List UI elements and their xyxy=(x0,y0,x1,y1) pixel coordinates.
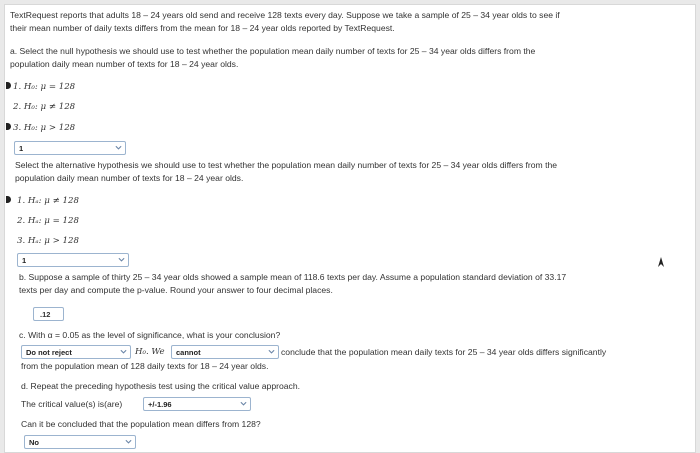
critical-value-select[interactable]: +/-1.96 xyxy=(143,397,251,411)
question-page xyxy=(4,4,696,453)
null-hypothesis-select[interactable]: 1 xyxy=(14,141,126,155)
conclude-select[interactable]: No xyxy=(24,435,136,449)
bullet-icon xyxy=(6,82,11,89)
conclude-question: Can it be concluded that the population mean differs from 128? xyxy=(21,419,261,429)
alt-question-line-1: Select the alternative hypothesis we should use to test whether the population mean daily number of texts for 25 – 34 year olds differs from the xyxy=(15,160,558,170)
intro-line-1: TextRequest reports that adults 18 – 24 years old send and receive 128 texts every day. Suppose we take a sample of 25 – 34 year olds to see if xyxy=(10,10,560,20)
part-d-question: d. Repeat the preceding hypothesis test using the critical value approach. xyxy=(21,381,300,391)
alt-option-1: 1. Hₐ: μ ≠ 128 xyxy=(17,194,79,207)
bullet-icon xyxy=(6,196,11,203)
part-a-question-line-1: a. Select the null hypothesis we should use to test whether the population mean daily number of texts for 25 – 34 year olds differs from the xyxy=(10,46,536,56)
bullet-icon xyxy=(6,123,11,130)
critical-value-label: The critical value(s) is(are) xyxy=(21,399,123,409)
chevron-down-icon xyxy=(115,145,122,151)
alt-option-3: 3. Hₐ: μ > 128 xyxy=(17,236,79,246)
p-value-input[interactable]: .12 xyxy=(33,307,64,321)
h0-we-text: H₀. We xyxy=(135,347,165,357)
conclusion-text-2: from the population mean of 128 daily texts for 18 – 24 year olds. xyxy=(21,361,269,371)
alt-option-2: 2. Hₐ: μ = 128 xyxy=(17,216,79,226)
chevron-down-icon xyxy=(118,257,125,263)
cannot-select[interactable]: cannot xyxy=(171,345,279,359)
intro-line-2: their mean number of daily texts differs from the mean for 18 – 24 year olds reported by TextRequest. xyxy=(10,23,395,33)
null-option-1: 1. H₀: μ = 128 xyxy=(13,80,75,93)
chevron-down-icon xyxy=(125,439,132,445)
alt-question-line-2: population daily mean number of texts for 18 – 24 year olds. xyxy=(15,173,244,183)
part-c-question: c. With α = 0.05 as the level of significance, what is your conclusion? xyxy=(19,330,281,340)
mouse-cursor-icon xyxy=(656,256,666,268)
conclusion-text-1: conclude that the population mean daily texts for 25 – 34 year olds differs significantly xyxy=(281,347,607,357)
chevron-down-icon xyxy=(120,349,127,355)
null-option-3: 3. H₀: μ > 128 xyxy=(13,121,75,134)
part-b-question-line-2: texts per day and compute the p-value. Round your answer to four decimal places. xyxy=(19,285,333,295)
null-option-2: 2. H₀: μ ≠ 128 xyxy=(13,102,76,112)
part-b-question-line-1: b. Suppose a sample of thirty 25 – 34 year olds showed a sample mean of 118.6 texts per day. Assume a population standard deviation of 33.17 xyxy=(19,272,567,282)
part-a-question-line-2: population daily mean number of texts for 18 – 24 year olds. xyxy=(10,59,239,69)
chevron-down-icon xyxy=(268,349,275,355)
chevron-down-icon xyxy=(240,401,247,407)
alt-hypothesis-select[interactable]: 1 xyxy=(17,253,129,267)
reject-select[interactable]: Do not reject xyxy=(21,345,131,359)
